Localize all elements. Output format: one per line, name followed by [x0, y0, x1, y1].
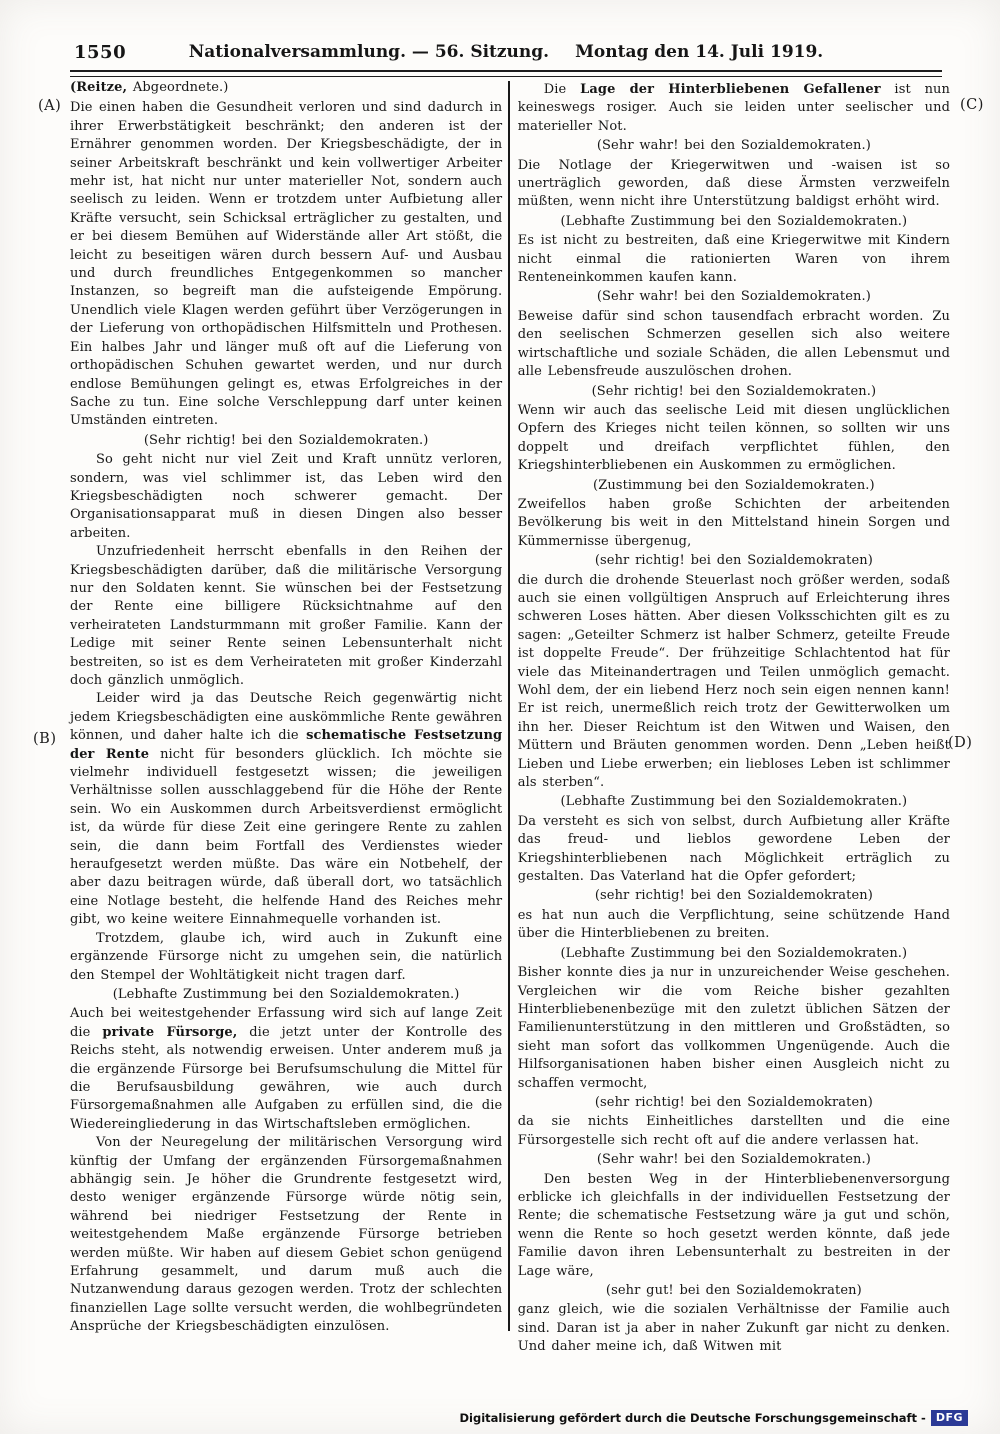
paragraph: die durch die drohende Steuerlast noch größer werden, sodaß auch sie einen vollgültigen Anspruch auf Erleichterung ihres schweren Loses hätten. Aber diesen Volksschichten gilt es zu sagen: „Geteilter Schmerz ist halber Schmerz, geteilte Freude ist doppelte Freude“. Der frühzeitige Schlachtentod hat für viele das Miteinandertragen und Teilen unmöglich gemacht. Wohl dem, der ein liebend Herz noch sein eigen nennen kann! Er ist reich, unermeßlich reich trotz der Gewitterwolken um ihn her. Dieser Reichtum ist den Witwen und Waisen, den Müttern und Bräuten genommen worden. Denn „Leben heißt Lieben und Liebe erwerben; ein liebloses Leben ist schlimmer als sterben“.: [517, 572, 951, 791]
paragraph: So geht nicht nur viel Zeit und Kraft unnütz verloren, sondern, was viel schlimmer ist, das Leben wird den Kriegsbeschädigten noch schwerer gemacht. Der Organisationsapparat muß in diesen Dingen also besser arbeiten.: [70, 452, 503, 541]
paragraph: es hat nun auch die Verpflichtung, seine schützende Hand über die Hinterbliebenen zu breiten.: [517, 907, 950, 942]
paragraph: da sie nichts Einheitliches darstellten und die eine Fürsorgestelle sich recht oft auf die andere verlassen hat.: [517, 1114, 950, 1148]
paragraph: Unzufriedenheit herrscht ebenfalls in den Reihen der Kriegsbeschädigten darüber, daß die militärische Versorgung nur den Soldaten kennt. Sie wünschen bei der Festsetzung der Rente eine billigere Rücksichtnahme auf den verheirateten Landsturmmann mit großer Familie. Kann der Ledige mit seiner Rente seinen Lebensunterhalt nicht bestreiten, so ist es dem Verheirateten mit großer Kinderzahl doch gänzlich unmöglich.: [70, 544, 503, 688]
session-title-line: [70, 42, 942, 62]
paragraph: Auch bei weitestgehender Erfassung wird sich auf lange Zeit die private Fürsorge, die jetzt unter der Kontrolle des Reichs steht, als notwendig erweisen. Unter anderem muß ja die ergänzende Fürsorge bei Berufsumschulung die Mittel für die Berufsausbildung gewähren, wie auch durch Fürsorgemaßnahmen alle Aufgaben zu erfüllen sind, die die Wiedereingliederung in das Wirtschaftsleben ermöglichen.: [70, 1006, 503, 1132]
interjection: (sehr richtig! bei den Sozialdemokraten): [594, 1094, 873, 1110]
interjection: (Lebhafte Zustimmung bei den Sozialdemokraten.): [560, 945, 908, 961]
dfg-logo: DFG: [931, 1410, 968, 1426]
page-header: [70, 42, 942, 68]
text-columns: [70, 79, 950, 1357]
interjection: (sehr richtig! bei den Sozialdemokraten): [594, 553, 873, 569]
paragraph: Wenn wir auch das seelische Leid mit diesen unglücklichen Opfern des Krieges nicht teilen können, so sollten wir uns doppelt und dreifach verpflichtet fühlen, den Kriegshinterbliebenen ein Auskommen zu ermöglichen.: [517, 402, 950, 474]
paragraph: Von der Neuregelung der militärischen Versorgung wird künftig der Umfang der ergänzenden Fürsorgemaßnahmen abhängig sein. Je höher die Grundrente festgesetzt wird, desto weniger ergänzende Fürsorge würde nötig sein, während bei niedriger Festsetzung der Rente in weitestgehendem Maße ergänzende Fürsorge betrieben werden müßte. Wir haben auf diesem Gebiet schon genügend Erfahrung gesammelt, und darum muß auch die Nutzanwendung daraus gezogen werden. Trotz der schlechten finanziellen Lage sollte versucht werden, die wohlbegründeten Ansprüche der Kriegsbeschädigten einzulösen.: [70, 1135, 503, 1335]
digitization-footer: [459, 1410, 968, 1426]
paragraph: Die Notlage der Kriegerwitwen und -waisen ist so unerträglich geworden, daß diese Ärmsten verzweifeln müßten, wenn nicht ihre Unterstützung baldigst erhöht wird.: [517, 157, 950, 210]
interjection: (Zustimmung bei den Sozialdemokraten.): [593, 477, 875, 493]
interjection: (Sehr wahr! bei den Sozialdemokraten.): [596, 289, 871, 305]
interjection: (Lebhafte Zustimmung bei den Sozialdemokraten.): [560, 794, 908, 810]
margin-letter-a: (A): [38, 98, 62, 114]
paragraph: Die einen haben die Gesundheit verloren und sind dadurch in ihrer Erwerbstätigkeit beschränkt; den anderen ist der Ernährer genommen worden. Der Kriegsbeschädigte, der in seiner Arbeitskraft beschränkt und kein vollwertiger Arbeiter mehr ist, hat nicht nur unter materieller Not, sondern auch seelisch zu leiden. Wenn er trotzdem unter Aufbietung aller Kräfte versucht, sein Schicksal erträglicher zu gestalten, und er bei diesem Bemühen auf Widerstände aller Art stößt, die leicht zu beseitigen wären durch bessern Auf- und Ausbau und durch freundliches Entgegenkommen so mancher Instanzen, so begreift man die aufsteigende Empörung. Unendlich viele Klagen werden geführt über Verzögerungen in der Lieferung von orthopädischen Hilfsmitteln und Prothesen. Ein halbes Jahr und länger muß oft auf die Lieferung von orthopädischen Schuhen gewartet werden, und nur durch endlose Bemühungen gelingt es, etwas Erfolgreiches in der Sache zu tun. Eine solche Verschleppung darf unter keinen Umständen eintreten.: [70, 100, 503, 429]
paragraph: Den besten Weg in der Hinterbliebenenversorgung erblicke ich gleichfalls in der individuellen Festsetzung der Rente; die schematische Festsetzung wäre ja gut und schön, wenn die Rente so hoch gesetzt werden könnte, daß jede Familie davon ihren Lebensunterhalt zu bestreiten in der Lage wäre,: [517, 1171, 950, 1279]
right-column: [510, 79, 950, 1357]
session-date: Montag den 14. Juli 1919.: [575, 42, 824, 62]
paragraph: ganz gleich, wie die sozialen Verhältnisse der Familie auch sind. Daran ist ja aber in naher Zukunft gar nicht zu denken. Und daher meine ich, daß Witwen mit: [517, 1302, 950, 1355]
interjection: (Sehr richtig! bei den Sozialdemokraten.): [591, 383, 877, 399]
margin-letter-b: (B): [33, 731, 57, 747]
paragraph: Bisher konnte dies ja nur in unzureichender Weise geschehen. Vergleichen wir die vom Reiche bisher gezahlten Hinterbliebenenbezüge mit den zuletzt üblichen Sätzen der Familienunterstützung in den mittleren und Großstädten, so sieht man sofort das vollkommen Ungenügende. Auch die Hilfsorganisationen haben bisher einen Ausgleich nicht zu schaffen vermocht,: [517, 965, 950, 1091]
session-title: Nationalversammlung. — 56. Sitzung.: [188, 42, 550, 62]
interjection: (Sehr richtig! bei den Sozialdemokraten.): [143, 432, 429, 448]
interjection: (Sehr wahr! bei den Sozialdemokraten.): [596, 138, 871, 154]
digitization-credit: Digitalisierung gefördert durch die Deutsche Forschungsgemeinschaft -: [459, 1411, 926, 1425]
paragraph: Es ist nicht zu bestreiten, daß eine Kriegerwitwe mit Kindern nicht einmal die rationierten Waren von ihrem Renteneinkommen kaufen kann.: [517, 233, 950, 286]
left-column: [70, 79, 508, 1357]
interjection: (sehr gut! bei den Sozialdemokraten): [605, 1283, 862, 1298]
paragraph: Die Lage der Hinterbliebenen Gefallener ist nun keineswegs rosiger. Auch sie leiden unter seelischer und materieller Not.: [517, 82, 950, 134]
paragraph: Leider wird ja das Deutsche Reich gegenwärtig nicht jedem Kriegsbeschädigten eine auskömmliche Rente gewähren können, und daher halte ich die schematische Festsetzung der Rente nicht für besonders glücklich. Ich möchte sie vielmehr individuell festgesetzt wissen; die jeweiligen Verhältnisse sollen ausschlaggebend für die Höhe der Rente sein. Wo ein Auskommen durch Arbeitsverdienst ermöglicht ist, da würde für diese Zeit eine geringere Rente zu zahlen sein, die dann beim Fortfall des Verdienstes wieder heraufgesetzt werden müßte. Das wäre ein Notbehelf, der aber dazu beitragen würde, daß überall dort, wo tatsächlich eine Notlage besteht, die helfende Hand des Reiches mehr gibt, wo keine weitere Einnahmequelle vorhanden ist.: [70, 691, 503, 928]
paragraph: Zweifellos haben große Schichten der arbeitenden Bevölkerung bis weit in den Mittelstand hinein Sorgen und Kümmernisse übergenug,: [517, 496, 950, 549]
speaker-line: (Reitze, Abgeordnete.): [70, 80, 229, 95]
interjection: (Sehr wahr! bei den Sozialdemokraten.): [596, 1152, 871, 1168]
interjection: (Lebhafte Zustimmung bei den Sozialdemokraten.): [112, 986, 460, 1002]
header-rule: [70, 70, 942, 77]
interjection: (sehr richtig! bei den Sozialdemokraten): [594, 888, 873, 904]
page-number: 1550: [74, 42, 127, 63]
paragraph: Da versteht es sich von selbst, durch Aufbietung aller Kräfte das freud- und lieblos gewordene Leben der Kriegshinterbliebenen nach Möglichkeit erträglich zu gestalten. Das Vaterland hat die Opfer gefordert;: [517, 813, 950, 885]
margin-letter-d: (D): [948, 735, 973, 751]
interjection: (Lebhafte Zustimmung bei den Sozialdemokraten.): [560, 213, 908, 229]
paragraph: Trotzdem, glaube ich, wird auch in Zukunft eine ergänzende Fürsorge nicht zu umgehen sein, die natürlich den Stempel der Wohltätigkeit nicht tragen darf.: [70, 930, 503, 983]
paragraph: Beweise dafür sind schon tausendfach erbracht worden. Zu den seelischen Schmerzen gesellen sich also weitere wirtschaftliche und soziale Schäden, die allen Lebensmut und alle Lebensfreude auszulöschen drohen.: [517, 308, 950, 380]
margin-letter-c: (C): [960, 97, 984, 113]
